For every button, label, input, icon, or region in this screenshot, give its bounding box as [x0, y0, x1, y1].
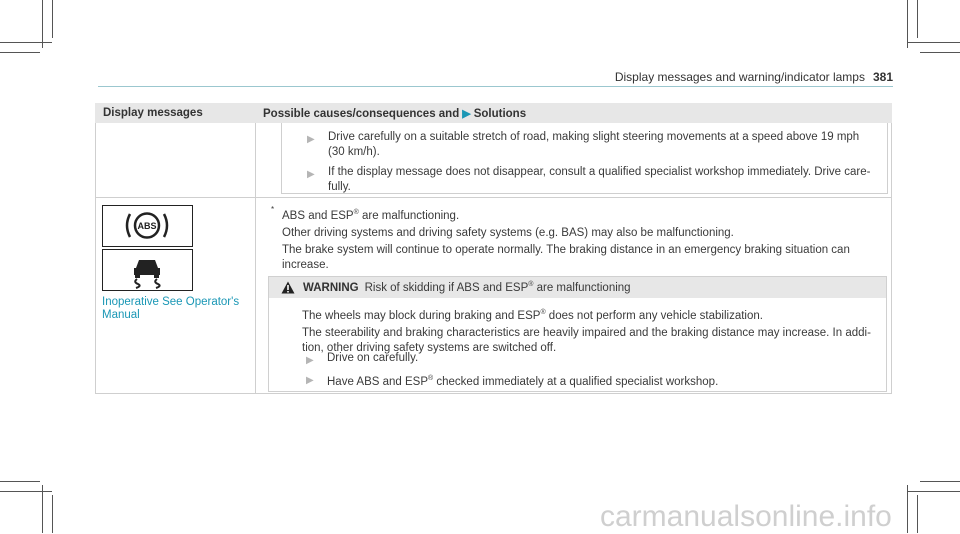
row1-bullet1 — [328, 130, 859, 160]
crop-mark — [52, 0, 53, 38]
caption-line1: Inoperative See Operator's — [102, 296, 240, 308]
warning-header — [269, 277, 886, 298]
inner-box-right — [887, 123, 888, 193]
table-border-right — [891, 123, 892, 394]
bullet-arrow-icon: ▶ — [306, 375, 314, 386]
crop-mark — [917, 0, 918, 38]
col-header-causes — [263, 107, 526, 120]
row1-bullet1-line2: (30 km/h). — [328, 146, 380, 158]
row2-line3: The brake system will continue to operate normally. The braking distance in an emergency braking situation can — [282, 243, 850, 256]
section-title: Display messages and warning/indicator lamps — [614, 70, 865, 84]
header-rule — [98, 86, 893, 87]
warning-title-a: Risk of skidding if ABS and ESP — [364, 281, 529, 294]
arrow-right-icon: ▶ — [462, 108, 471, 120]
warning-bullet1: Drive on carefully. — [327, 352, 419, 364]
row1-bullet2 — [328, 165, 870, 195]
crop-mark — [52, 495, 53, 533]
bullet-arrow-icon: ▶ — [307, 134, 315, 145]
warning-bullet2-b: checked immediately at a qualified specialist workshop. — [433, 375, 719, 388]
display-messages-table — [95, 103, 892, 394]
row2-text — [282, 205, 850, 273]
crop-mark — [907, 0, 908, 48]
crop-mark — [0, 481, 40, 482]
watermark: carmanualsonline.info — [600, 500, 892, 533]
row2-line4: increase. — [282, 258, 329, 271]
asterisk: * — [271, 205, 275, 214]
abs-warning-icon — [102, 205, 193, 247]
row-divider — [95, 197, 892, 198]
warning-body1-b: does not perform any vehicle stabilization. — [545, 309, 763, 322]
inoperative-caption — [102, 296, 239, 322]
warning-body — [302, 305, 871, 356]
warning-body1-a: The wheels may block during braking and ESP — [302, 309, 541, 322]
crop-mark — [42, 0, 43, 48]
crop-mark — [908, 42, 960, 43]
warning-label: WARNING — [303, 281, 359, 294]
crop-mark — [917, 495, 918, 533]
page-number: 381 — [872, 70, 893, 84]
row1-bullet1-line1: Drive carefully on a suitable stretch of road, making slight steering movements at a speed above 19 mph — [328, 131, 860, 143]
col-header-display-messages: Display messages — [103, 107, 203, 119]
inner-box-left — [281, 123, 282, 193]
crop-mark — [0, 491, 52, 492]
warning-body1 — [302, 305, 871, 324]
warning-triangle-icon — [281, 281, 295, 294]
col-header-causes-text: Possible causes/consequences and — [263, 108, 460, 120]
registered-mark: ® — [353, 209, 359, 216]
crop-mark — [42, 485, 43, 533]
warning-title-b: are malfunctioning — [533, 281, 631, 294]
warning-title — [303, 281, 631, 294]
column-divider — [255, 123, 256, 394]
registered-mark: ® — [528, 281, 534, 288]
caption-line2: Manual — [102, 309, 140, 321]
table-border-left — [95, 123, 96, 394]
warning-body2-line2: tion, other driving safety systems are switched off. — [302, 341, 557, 354]
crop-mark — [920, 481, 960, 482]
row2-line2: Other driving systems and driving safety systems (e.g. BAS) may also be malfunctioning. — [282, 226, 734, 239]
registered-mark: ® — [428, 375, 434, 382]
row2-line1-a: ABS and ESP — [282, 209, 354, 222]
warning-box — [268, 276, 887, 392]
bullet-arrow-icon: ▶ — [306, 355, 314, 366]
warning-bullet2 — [327, 371, 718, 390]
row1-bullet2-line2: fully. — [328, 181, 351, 193]
row1-bullet2-line1: If the display message does not disappear, consult a qualified specialist workshop immediately. Drive care- — [328, 166, 871, 178]
table-header — [95, 103, 892, 123]
esp-skid-car-icon — [102, 249, 193, 291]
warning-body2-line1: The steerability and braking characteristics are heavily impaired and the braking distance may increase. In addi- — [302, 326, 871, 339]
crop-mark — [920, 52, 960, 53]
crop-mark — [0, 52, 40, 53]
page-header — [615, 70, 893, 84]
row2-line1 — [282, 205, 850, 224]
table-bottom — [95, 393, 892, 394]
bullet-arrow-icon: ▶ — [307, 169, 315, 180]
row2-line1-b: are malfunctioning. — [358, 209, 460, 222]
crop-mark — [908, 491, 960, 492]
svg-text:ABS: ABS — [137, 221, 157, 231]
crop-mark — [907, 485, 908, 533]
registered-mark: ® — [540, 309, 546, 316]
crop-mark — [0, 42, 52, 43]
warning-bullet2-a: Have ABS and ESP — [327, 375, 429, 388]
col-header-solutions-text: Solutions — [473, 108, 527, 120]
